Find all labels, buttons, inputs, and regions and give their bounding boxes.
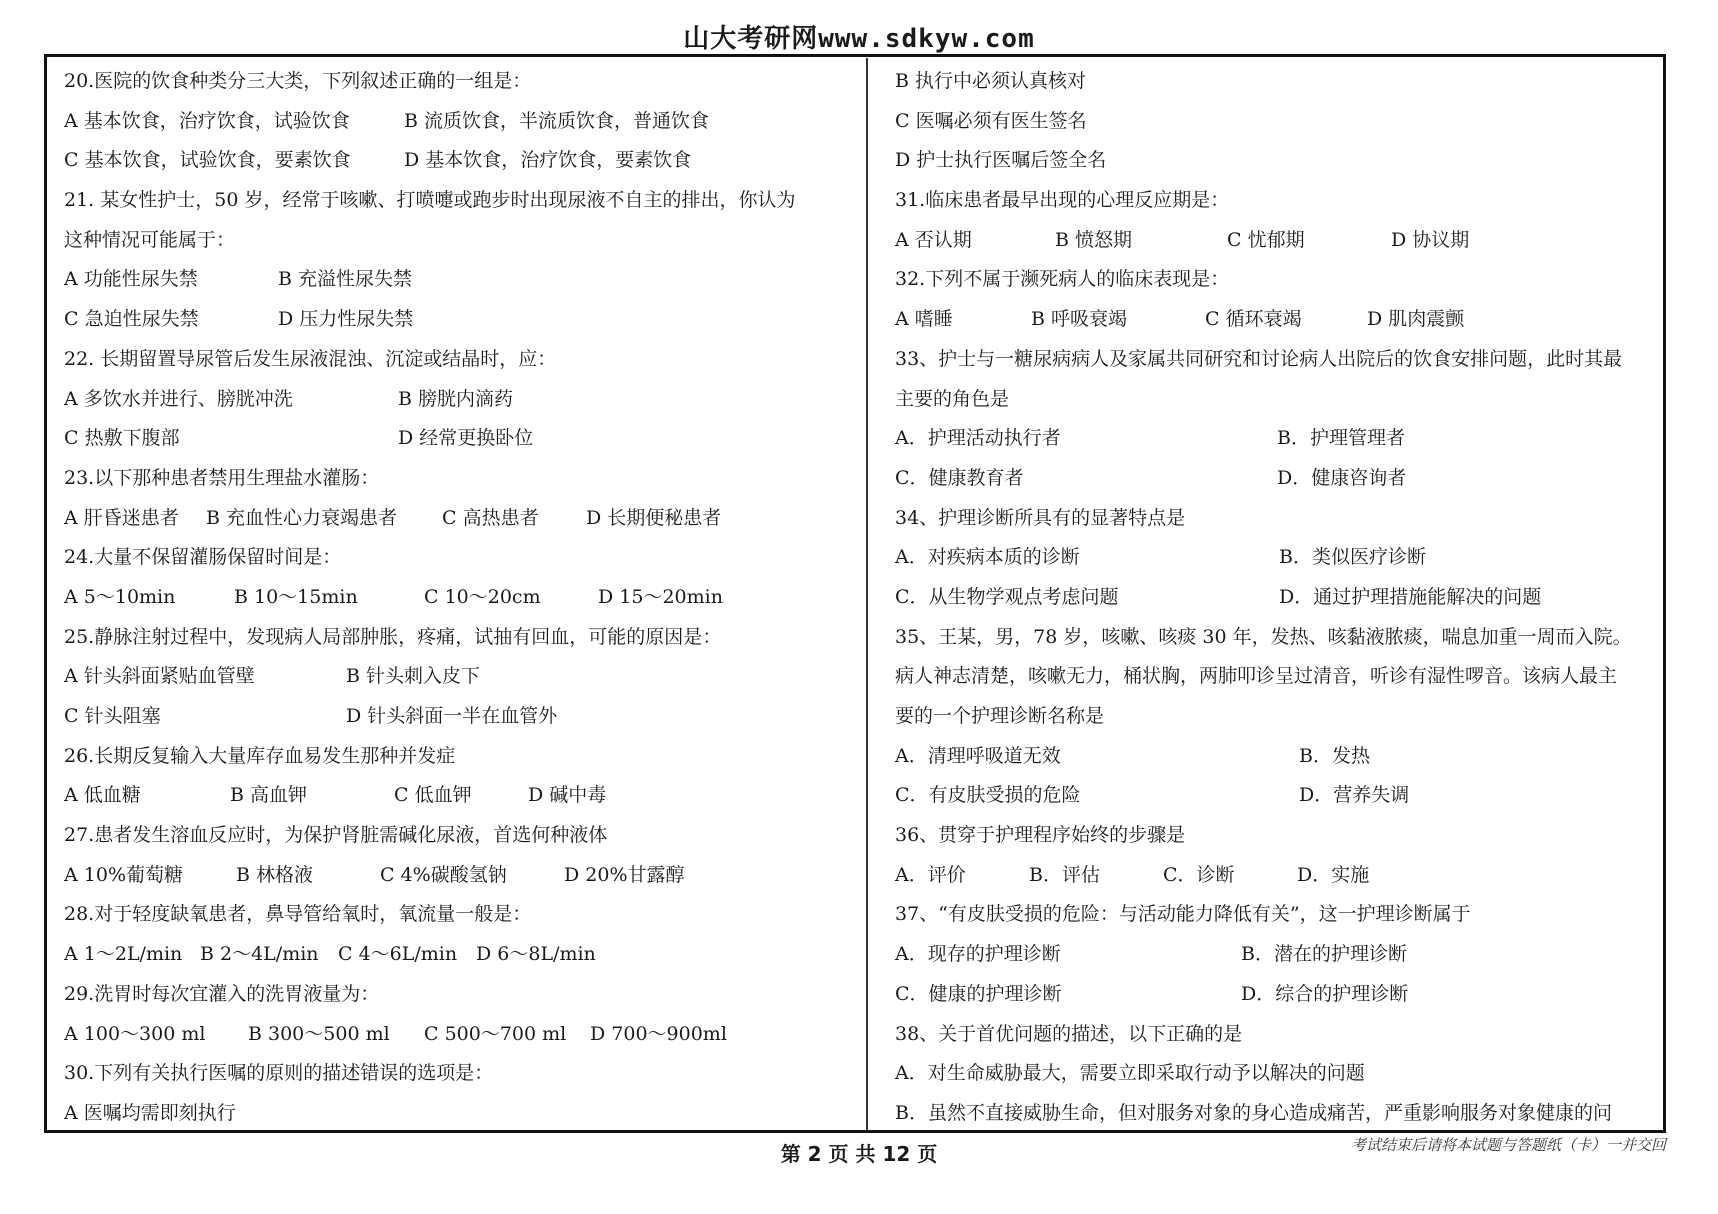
answer-option: B．发热 (1299, 744, 1370, 767)
answer-option: C 忧郁期 (1227, 228, 1305, 251)
question-line: 29.洗胃时每次宜灌入的洗胃液量为： (64, 982, 380, 1005)
answer-option: C 基本饮食，试验饮食，要素饮食 (64, 149, 351, 172)
options-line (64, 776, 854, 816)
answer-option: C 循环衰竭 (1205, 308, 1302, 331)
options-line (64, 935, 854, 975)
header-title: 山大考研网 (683, 24, 819, 54)
answer-option: B 10～15min (234, 585, 358, 608)
question-line: 26.长期反复输入大量库存血易发生那种并发症 (64, 744, 456, 767)
options-line (895, 776, 1665, 816)
options-line (64, 419, 854, 459)
options-line (64, 260, 854, 300)
answer-option: A．对疾病本质的诊断 (895, 546, 1080, 569)
answer-option: A 功能性尿失禁 (64, 268, 198, 291)
page-header (0, 18, 1718, 55)
answer-option: A 1～2L/min (64, 943, 183, 966)
options-line (64, 1015, 854, 1055)
answer-option: D 碱中毒 (528, 784, 607, 807)
answer-option: B 高血钾 (230, 784, 308, 807)
right-column (895, 62, 1665, 1134)
options-line (64, 499, 854, 539)
question-line: 主要的角色是 (895, 387, 1010, 410)
answer-option: B．护理管理者 (1277, 427, 1405, 450)
answer-option: A 针头斜面紧贴血管壁 (64, 665, 255, 688)
question-line: B 执行中必须认真核对 (895, 70, 1087, 92)
column-divider (866, 58, 868, 1130)
answer-option: C 10～20cm (424, 585, 541, 608)
question-line: 23.以下那种患者禁用生理盐水灌肠： (64, 466, 380, 489)
options-line (64, 380, 854, 420)
options-line (64, 141, 854, 181)
answer-option: B．评估 (1029, 863, 1100, 886)
answer-option: D 基本饮食，治疗饮食，要素饮食 (404, 149, 692, 172)
question-line: 病人神志清楚，咳嗽无力，桶状胸，两肺叩诊呈过清音，听诊有湿性啰音。该病人最主 (895, 665, 1618, 688)
left-column (64, 62, 854, 1134)
question-line: 24.大量不保留灌肠保留时间是： (64, 546, 342, 569)
options-line (895, 856, 1665, 896)
answer-option: D 肌肉震颤 (1367, 308, 1465, 331)
answer-option: A 10%葡萄糖 (64, 863, 183, 886)
question-line: 要的一个护理诊断名称是 (895, 705, 1105, 727)
options-line (895, 221, 1665, 261)
answer-option: C．有皮肤受损的危险 (895, 784, 1081, 807)
answer-option: D．综合的护理诊断 (1241, 982, 1409, 1005)
question-line: 22. 长期留置导尿管后发生尿液混浊、沉淀或结晶时，应： (64, 347, 557, 370)
options-line (895, 578, 1665, 618)
question-line: 35、王某，男，78 岁，咳嗽、咳痰 30 年，发热、咳黏液脓痰，喘息加重一周而入院。 (895, 625, 1632, 648)
question-line: 20.医院的饮食种类分三大类，下列叙述正确的一组是： (64, 70, 532, 92)
answer-option: A 低血糖 (64, 784, 141, 807)
question-line: 27.患者发生溶血反应时，为保护肾脏需碱化尿液，首选何种液体 (64, 824, 608, 847)
question-line: B．虽然不直接威胁生命，但对服务对象的身心造成痛苦，严重影响服务对象健康的问 (895, 1101, 1612, 1124)
answer-option: D．通过护理措施能解决的问题 (1279, 585, 1542, 608)
answer-option: D 6～8L/min (476, 943, 596, 966)
answer-option: B 愤怒期 (1055, 228, 1133, 251)
answer-option: B 针头刺入皮下 (346, 665, 481, 688)
page-number: 第 2 页 共 12 页 (780, 1142, 938, 1166)
question-line: 这种情况可能属于： (64, 228, 236, 251)
answer-option: C．诊断 (1163, 863, 1235, 886)
question-line: C 医嘱必须有医生签名 (895, 109, 1087, 132)
answer-option: A 100～300 ml (64, 1022, 206, 1045)
answer-option: B 林格液 (236, 863, 314, 886)
answer-option: D 协议期 (1391, 228, 1470, 251)
question-line: 25.静脉注射过程中，发现病人局部肿胀，疼痛，试抽有回血，可能的原因是： (64, 625, 722, 648)
options-line (64, 856, 854, 896)
options-line (64, 578, 854, 618)
answer-option: D 压力性尿失禁 (278, 308, 414, 331)
answer-option: D．实施 (1297, 863, 1370, 886)
answer-option: C．健康的护理诊断 (895, 982, 1062, 1005)
question-line: 32.下列不属于濒死病人的临床表现是： (895, 268, 1230, 291)
answer-option: A．清理呼吸道无效 (895, 744, 1061, 767)
options-line (64, 697, 854, 737)
question-line: A 医嘱均需即刻执行 (64, 1101, 236, 1124)
answer-option: C 低血钾 (394, 784, 472, 807)
answer-option: B 2～4L/min (200, 943, 319, 966)
answer-option: C．从生物学观点考虑问题 (895, 585, 1119, 608)
answer-option: A 5～10min (64, 585, 176, 608)
options-line (895, 975, 1665, 1015)
answer-option: A 否认期 (895, 228, 972, 251)
options-line (64, 102, 854, 142)
options-line (895, 300, 1665, 340)
options-line (64, 657, 854, 697)
question-line: 31.临床患者最早出现的心理反应期是： (895, 189, 1230, 212)
answer-option: B．类似医疗诊断 (1279, 546, 1426, 569)
question-line: 30.下列有关执行医嘱的原则的描述错误的选项是： (64, 1062, 494, 1085)
answer-option: A．护理活动执行者 (895, 427, 1061, 450)
answer-option: A 基本饮食，治疗饮食，试验饮食 (64, 109, 350, 132)
answer-option: B 300～500 ml (248, 1022, 390, 1045)
answer-option: C．健康教育者 (895, 466, 1024, 489)
question-line: 21. 某女性护士，50 岁，经常于咳嗽、打喷嚏或跑步时出现尿液不自主的排出，你认为 (64, 189, 796, 212)
header-site: www.sdkyw.com (818, 24, 1035, 54)
answer-option: A．现存的护理诊断 (895, 943, 1061, 966)
answer-option: D 针头斜面一半在血管外 (346, 705, 558, 727)
answer-option: C 500～700 ml (424, 1022, 567, 1045)
answer-option: D 15～20min (598, 585, 723, 608)
answer-option: C 急迫性尿失禁 (64, 308, 199, 331)
answer-option: D．营养失调 (1299, 784, 1410, 807)
answer-option: B．潜在的护理诊断 (1241, 943, 1407, 966)
answer-option: B 膀胱内滴药 (398, 387, 514, 410)
options-line (895, 737, 1665, 777)
question-line: 38、关于首优问题的描述，以下正确的是 (895, 1022, 1243, 1045)
answer-option: B 呼吸衰竭 (1031, 308, 1128, 331)
answer-option: D 经常更换卧位 (398, 427, 534, 450)
answer-option: D 20%甘露醇 (564, 863, 685, 886)
options-line (64, 300, 854, 340)
options-line (895, 935, 1665, 975)
answer-option: C 4～6L/min (338, 943, 458, 966)
question-line: 36、贯穿于护理程序始终的步骤是 (895, 824, 1186, 847)
question-line: 28.对于轻度缺氧患者，鼻导管给氧时，氧流量一般是： (64, 903, 532, 926)
options-line (895, 459, 1665, 499)
answer-option: B 充溢性尿失禁 (278, 268, 413, 291)
answer-option: A 肝昏迷患者 (64, 506, 179, 529)
answer-option: D．健康咨询者 (1277, 466, 1407, 489)
answer-option: A．评价 (895, 863, 966, 886)
answer-option: B 充血性心力衰竭患者 (206, 506, 398, 529)
question-line: A．对生命威胁最大，需要立即采取行动予以解决的问题 (895, 1062, 1365, 1085)
answer-option: B 流质饮食，半流质饮食，普通饮食 (404, 109, 710, 132)
question-line: 33、护士与一糖尿病病人及家属共同研究和讨论病人出院后的饮食安排问题，此时其最 (895, 347, 1623, 370)
options-line (895, 538, 1665, 578)
question-line: 37、“有皮肤受损的危险：与活动能力降低有关”，这一护理诊断属于 (895, 903, 1471, 926)
question-line: 34、护理诊断所具有的显著特点是 (895, 506, 1186, 529)
answer-option: C 针头阻塞 (64, 705, 161, 727)
footer-note: 考试结束后请将本试题与答题纸（卡）一并交回 (1350, 1136, 1666, 1154)
answer-option: D 700～900ml (590, 1022, 727, 1045)
options-line (895, 419, 1665, 459)
answer-option: A 多饮水并进行、膀胱冲洗 (64, 387, 293, 410)
answer-option: A 嗜睡 (895, 308, 953, 331)
answer-option: D 长期便秘患者 (586, 506, 722, 529)
answer-option: C 高热患者 (442, 506, 539, 529)
answer-option: C 热敷下腹部 (64, 427, 180, 450)
answer-option: C 4%碳酸氢钠 (380, 863, 507, 886)
question-line: D 护士执行医嘱后签全名 (895, 149, 1107, 172)
